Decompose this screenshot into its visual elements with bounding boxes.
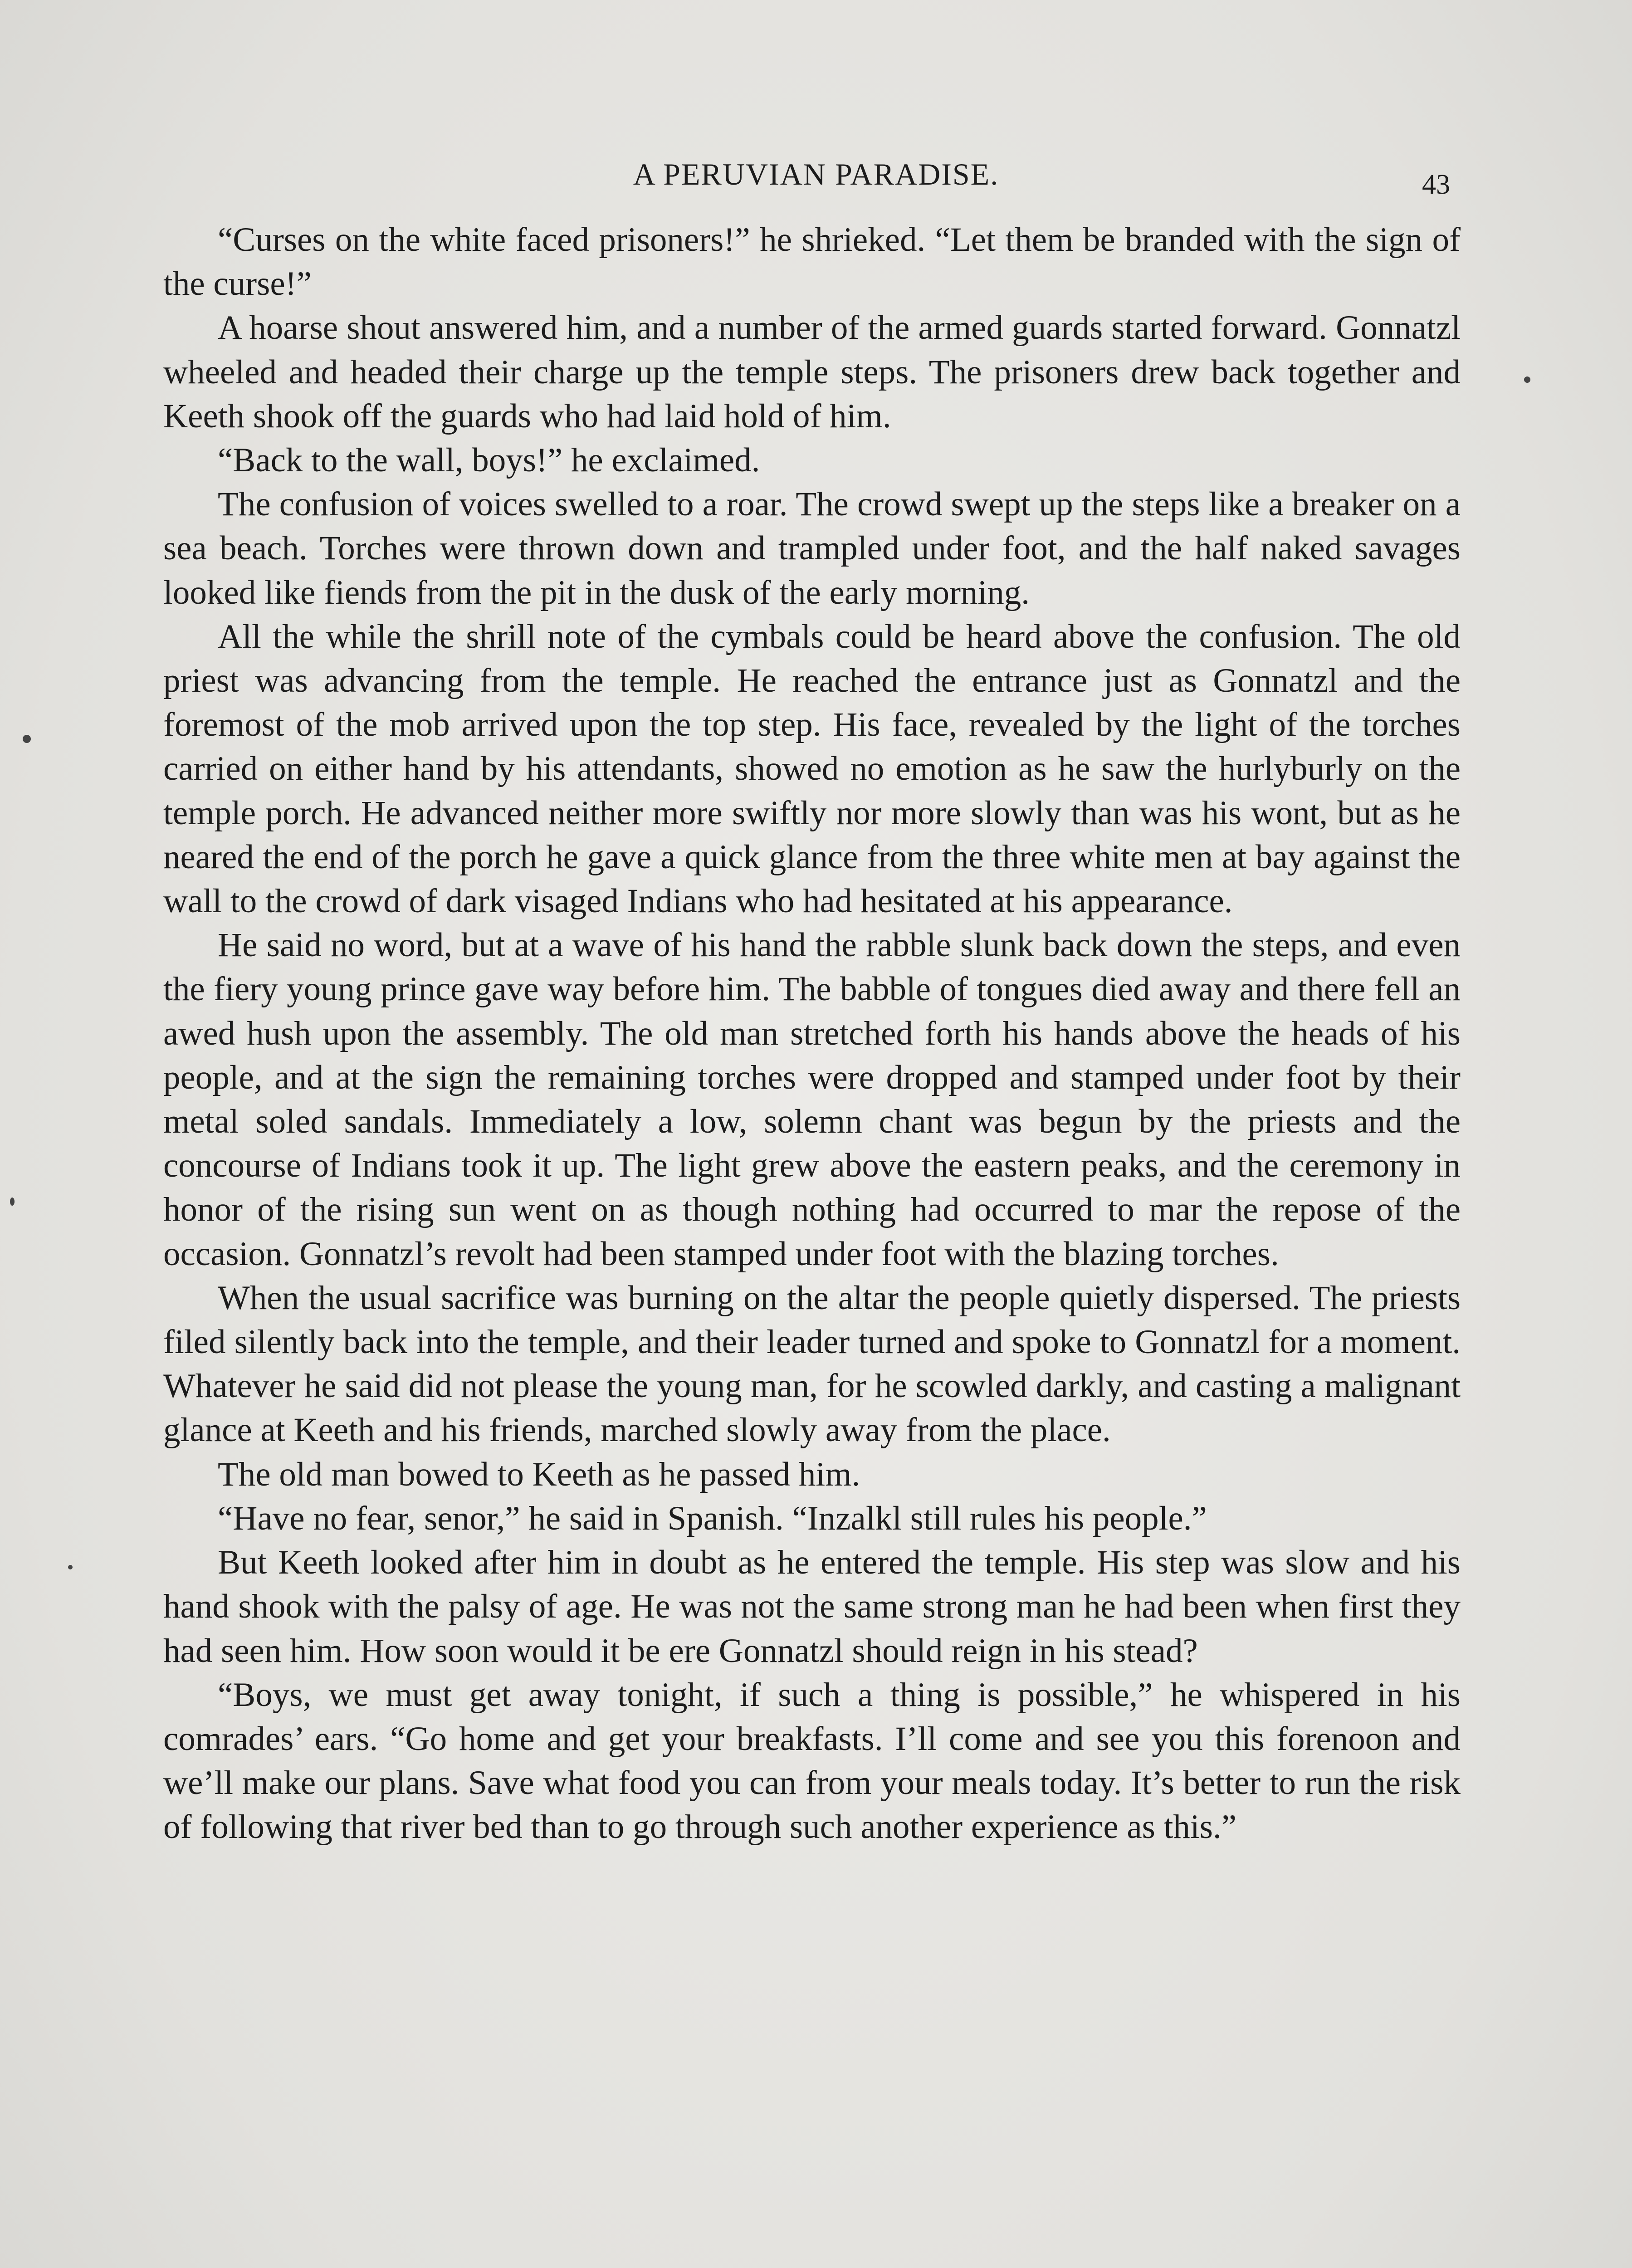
- paper-speck: [68, 1565, 73, 1569]
- paragraph: But Keeth looked after him in doubt as he entered the temple. His step was slow and his hand shook with the palsy of age. He was not the same strong man he had been when first they had seen him. How soon would it be ere Gonnatzl should reign in his stead?: [163, 1544, 1461, 1670]
- paragraph: A hoarse shout answered him, and a number of the armed guards started forward. Gonnatzl wheeled and headed their charge up the temple steps. The prisoners drew back together and Keeth shook off the guards who had laid hold of him.: [163, 309, 1461, 435]
- paper-speck: [10, 1198, 15, 1206]
- paper-speck: [1524, 376, 1530, 383]
- paper-speck: [23, 735, 31, 743]
- body-text: [163, 218, 1461, 1849]
- paragraph: He said no word, but at a wave of his hand the rabble slunk back down the steps, and even the fiery young prince gave way before him. The babble of tongues died away and there fell an awed hush upon the assembly. The old man stretched forth his hands above the heads of his people, and at the sign the remaining torches were dropped and stamped under foot by their metal soled sandals. Immediately a low, solemn chant was begun by the priests and the concourse of Indians took it up. The light grew above the eastern peaks, and the ceremony in honor of the rising sun went on as though nothing had occurred to mar the repose of the occasion. Gonnatzl’s revolt had been stamped under foot with the blazing torches.: [163, 926, 1461, 1273]
- page-number: 43: [1422, 169, 1450, 200]
- paragraph: When the usual sacrifice was burning on the altar the people quietly dispersed. The priests filed silently back into the temple, and their leader turned and spoke to Gonnatzl for a moment. Whatever he said did not please the young man, for he scowled darkly, and casting a malignant glance at Keeth and his friends, marched slowly away from the place.: [163, 1279, 1461, 1449]
- running-title: A PERUVIAN PARADISE.: [633, 157, 999, 191]
- paragraph: The confusion of voices swelled to a roar. The crowd swept up the steps like a breaker on a sea beach. Torches were thrown down and trampled under foot, and the half naked savages looked like fiends from the pit in the dusk of the early morning.: [163, 485, 1461, 611]
- paragraph: “Curses on the white faced prisoners!” he shrieked. “Let them be branded with the sign of the curse!”: [163, 221, 1461, 303]
- paragraph: The old man bowed to Keeth as he passed him.: [218, 1455, 860, 1493]
- paragraph: “Back to the wall, boys!” he exclaimed.: [218, 441, 760, 479]
- paragraph: All the while the shrill note of the cymbals could be heard above the confusion. The old priest was advancing from the temple. He reached the entrance just as Gonnatzl and the foremost of the mob arrived upon the top step. His face, revealed by the light of the torches carried on either hand by his attendants, showed no emotion as he saw the hurlyburly on the temple porch. He advanced neither more swiftly nor more slowly than was his wont, but as he neared the end of the porch he gave a quick glance from the three white men at bay against the wall to the crowd of dark visaged Indians who had hesitated at his appearance.: [163, 617, 1461, 920]
- paragraph: “Have no fear, senor,” he said in Spanish. “Inzalkl still rules his people.”: [218, 1499, 1207, 1537]
- paragraph: “Boys, we must get away tonight, if such a thing is possible,” he whispered in his comrades’ ears. “Go home and get your breakfasts. I’ll come and see you this forenoon and we’ll make our plans. Save what food you can from your meals today. It’s better to run the risk of following that river bed than to go through such another experience as this.”: [163, 1676, 1461, 1846]
